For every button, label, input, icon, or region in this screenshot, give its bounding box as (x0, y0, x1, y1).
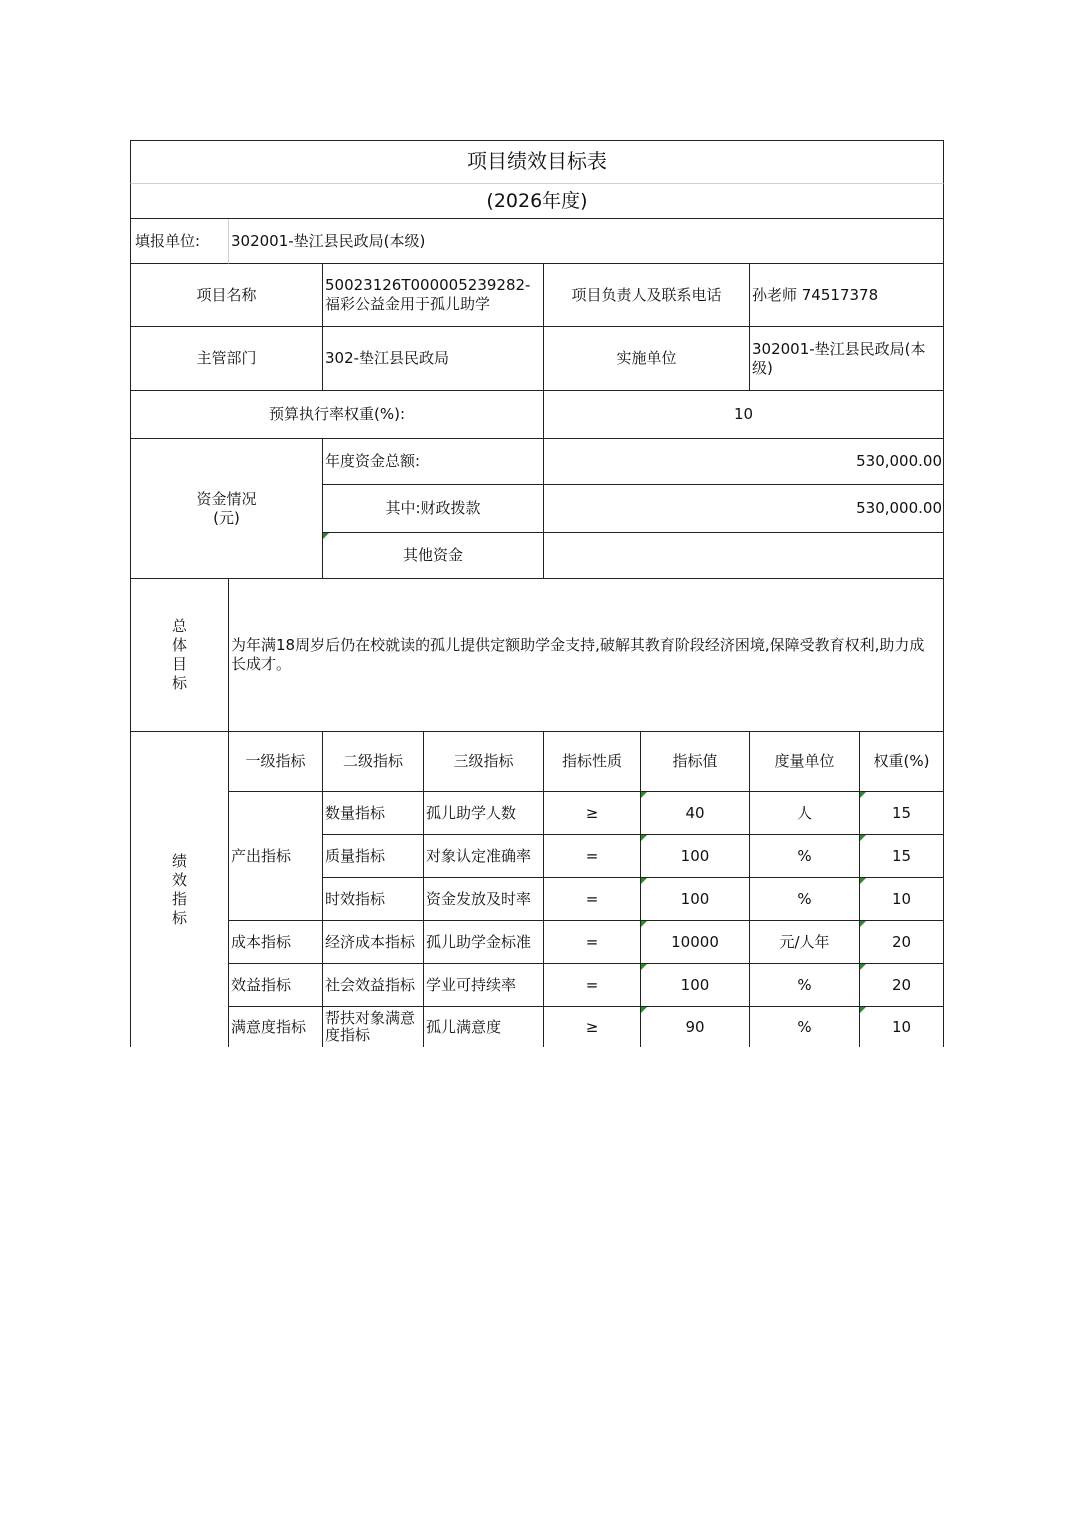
value-cell: 90 (641, 1007, 750, 1047)
level3-cell: 孤儿满意度 (424, 1007, 544, 1047)
nature-cell: = (544, 878, 641, 921)
level3-cell: 学业可持续率 (424, 964, 544, 1007)
other-label: 其他资金 (323, 533, 544, 579)
level2-cell: 社会效益指标 (323, 964, 424, 1007)
fiscal-value: 530,000.00 (544, 485, 944, 533)
perf-label (130, 732, 229, 1047)
perf-label-char: 绩 (171, 851, 187, 870)
weight-cell: 20 (860, 921, 944, 964)
annual-total-value: 530,000.00 (544, 439, 944, 485)
header-level2: 二级指标 (323, 732, 424, 792)
goal-label-char: 体 (171, 636, 187, 654)
project-name-label: 项目名称 (130, 264, 323, 327)
contact-label: 项目负责人及联系电话 (544, 264, 750, 327)
level3-cell: 孤儿助学金标准 (424, 921, 544, 964)
dept-label: 主管部门 (130, 327, 323, 391)
year-label: (2026年度) (130, 184, 944, 219)
weight-cell: 15 (860, 792, 944, 835)
level2-cell: 经济成本指标 (323, 921, 424, 964)
weight-cell: 20 (860, 964, 944, 1007)
level2-cell: 帮扶对象满意度指标 (323, 1007, 424, 1047)
unit-cell: % (750, 964, 860, 1007)
header-weight: 权重(%) (860, 732, 944, 792)
value-cell: 100 (641, 835, 750, 878)
project-name-value: 50023126T000005239282-福彩公益金用于孤儿助学 (323, 264, 544, 327)
goal-text: 为年满18周岁后仍在校就读的孤儿提供定额助学金支持,破解其教育阶段经济困境,保障受教育权利,助力成长成才。 (229, 579, 944, 732)
weight-cell: 10 (860, 1007, 944, 1047)
fiscal-label: 其中:财政拨款 (323, 485, 544, 533)
value-cell: 100 (641, 878, 750, 921)
nature-cell: ≥ (544, 1007, 641, 1047)
goal-label-char: 总 (171, 617, 187, 635)
header-level1: 一级指标 (229, 732, 323, 792)
budget-rate-value: 10 (544, 391, 944, 439)
goal-label-char: 目 (171, 655, 187, 673)
unit-cell: % (750, 835, 860, 878)
funds-label (130, 439, 323, 579)
level1-satisfaction: 满意度指标 (229, 1007, 323, 1047)
page-title: 项目绩效目标表 (130, 140, 944, 184)
funds-label-line1: 资金情况 (196, 489, 257, 508)
fill-unit-label: 填报单位: (130, 219, 229, 264)
level3-cell: 对象认定准确率 (424, 835, 544, 878)
nature-cell: = (544, 964, 641, 1007)
header-value: 指标值 (641, 732, 750, 792)
nature-cell: = (544, 921, 641, 964)
fill-unit-value: 302001-垫江县民政局(本级) (229, 219, 944, 264)
other-value (544, 533, 944, 579)
unit-cell: 元/人年 (750, 921, 860, 964)
impl-value: 302001-垫江县民政局(本级) (750, 327, 944, 391)
level3-cell: 孤儿助学人数 (424, 792, 544, 835)
level1-benefit: 效益指标 (229, 964, 323, 1007)
unit-cell: 人 (750, 792, 860, 835)
goal-label (130, 579, 229, 732)
level3-cell: 资金发放及时率 (424, 878, 544, 921)
unit-cell: % (750, 1007, 860, 1047)
impl-label: 实施单位 (544, 327, 750, 391)
weight-cell: 15 (860, 835, 944, 878)
goal-label-char: 标 (171, 674, 187, 692)
budget-rate-label: 预算执行率权重(%): (130, 391, 544, 439)
header-level3: 三级指标 (424, 732, 544, 792)
weight-cell: 10 (860, 878, 944, 921)
annual-total-label: 年度资金总额: (323, 439, 544, 485)
nature-cell: = (544, 835, 641, 878)
level1-cost: 成本指标 (229, 921, 323, 964)
perf-label-char: 标 (171, 908, 187, 927)
perf-label-char: 效 (171, 870, 187, 889)
value-cell: 40 (641, 792, 750, 835)
header-nature: 指标性质 (544, 732, 641, 792)
level2-cell: 时效指标 (323, 878, 424, 921)
level1-output: 产出指标 (229, 792, 323, 921)
funds-label-line2: (元) (213, 508, 240, 527)
level2-cell: 数量指标 (323, 792, 424, 835)
header-unit: 度量单位 (750, 732, 860, 792)
value-cell: 100 (641, 964, 750, 1007)
value-cell: 10000 (641, 921, 750, 964)
unit-cell: % (750, 878, 860, 921)
dept-value: 302-垫江县民政局 (323, 327, 544, 391)
contact-value: 孙老师 74517378 (750, 264, 944, 327)
perf-label-char: 指 (171, 889, 187, 908)
nature-cell: ≥ (544, 792, 641, 835)
level2-cell: 质量指标 (323, 835, 424, 878)
